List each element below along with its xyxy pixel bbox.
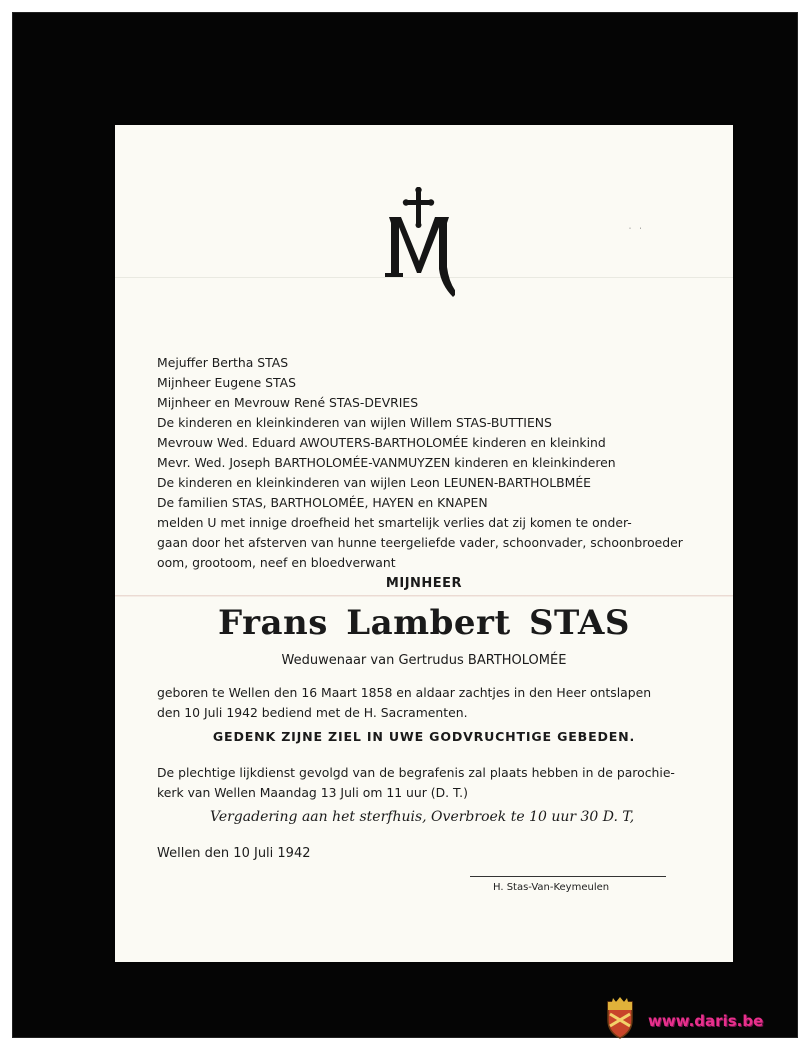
born-line: den 10 Juli 1942 bediend met de H. Sacramenten. xyxy=(157,705,468,720)
announcement-line: melden U met innige droefheid het smartelijk verlies dat zij komen te onder- xyxy=(157,515,632,530)
mourner-line: Mijnheer en Mevrouw René STAS-DEVRIES xyxy=(157,395,419,410)
born-line: geboren te Wellen den 16 Maart 1858 en aldaar zachtjes in den Heer ontslapen xyxy=(157,685,652,700)
service-line: De plechtige lijkdienst gevolgd van de begrafenis zal plaats hebben in de parochie- xyxy=(157,765,675,780)
deceased-name: Frans Lambert STAS xyxy=(218,603,630,643)
signature-line xyxy=(470,876,666,877)
place-date: Wellen den 10 Juli 1942 xyxy=(157,846,311,861)
funeral-service-details xyxy=(157,763,675,803)
gathering-line: Vergadering aan het sterfhuis, Overbroek te 10 uur 30 D. T, xyxy=(210,809,635,825)
mourner-line: Mejuffer Bertha STAS xyxy=(157,355,289,370)
service-line: kerk van Wellen Maandag 13 Juli om 11 uur (D. T.) xyxy=(157,785,468,800)
mourner-line: Mevr. Wed. Joseph BARTHOLOMÉE-VANMUYZEN kinderen en kleinkinderen xyxy=(157,455,616,470)
title-prefix: MIJNHEER xyxy=(385,576,463,591)
mourner-line: Mijnheer Eugene STAS xyxy=(157,375,296,390)
prayer-line: GEDENK ZIJNE ZIEL IN UWE GODVRUCHTIGE GEBEDEN. xyxy=(212,729,636,744)
coat-of-arms-icon xyxy=(604,996,636,1040)
mourner-line: De kinderen en kleinkinderen van wijlen Willem STAS-BUTTIENS xyxy=(157,415,552,430)
cross-monogram-icon xyxy=(383,187,455,299)
mourner-line: De familien STAS, BARTHOLOMÉE, HAYEN en KNAPEN xyxy=(157,495,488,510)
widower-line: Weduwenaar van Gertrudus BARTHOLOMÉE xyxy=(281,653,567,668)
announcement-line: gaan door het afsterven van hunne teergeliefde vader, schoonvader, schoonbroeder xyxy=(157,535,683,550)
dark-background-frame xyxy=(12,12,798,1038)
signer-name: H. Stas-Van-Keymeulen xyxy=(493,882,610,893)
website-watermark[interactable]: www.daris.be xyxy=(648,1012,764,1030)
mourner-line: De kinderen en kleinkinderen van wijlen Leon LEUNEN-BARTHOLBMÉE xyxy=(157,475,591,490)
speck-marks: ˙ ˙ xyxy=(628,227,645,236)
birth-death-details xyxy=(157,683,651,723)
mourners-list xyxy=(157,353,683,573)
fold-line-middle xyxy=(115,595,733,597)
announcement-line: oom, grootoom, neef en bloedverwant xyxy=(157,555,396,570)
mourning-card xyxy=(115,125,733,962)
mourner-line: Mevrouw Wed. Eduard AWOUTERS-BARTHOLOMÉE kinderen en kleinkind xyxy=(157,435,606,450)
